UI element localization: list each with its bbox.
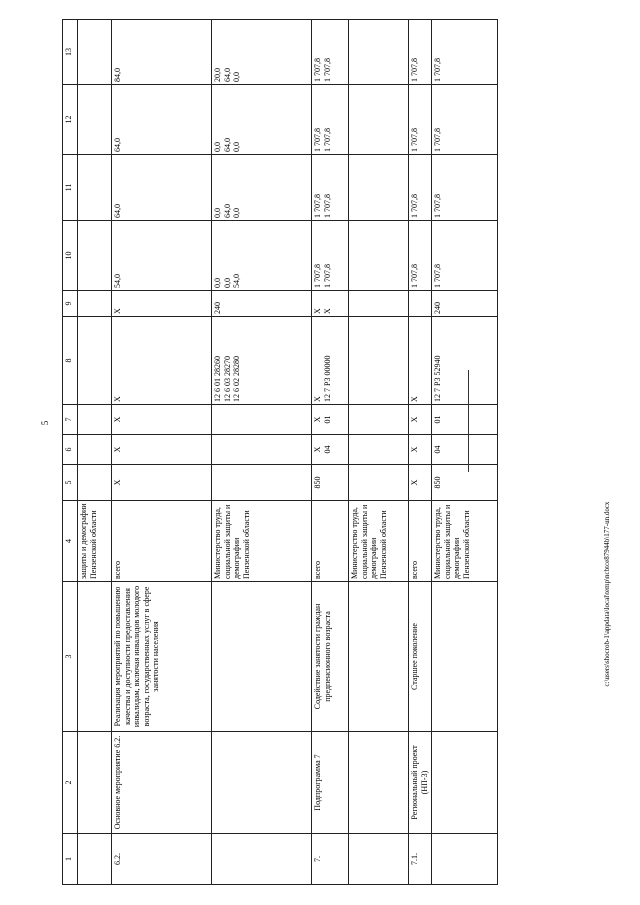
table-cell — [349, 582, 409, 732]
table-cell — [312, 465, 349, 501]
table-cell — [349, 834, 409, 885]
table-cell — [212, 465, 312, 501]
table-cell — [432, 732, 498, 834]
table-cell — [212, 405, 312, 435]
cell-value: Х Х — [313, 308, 332, 314]
table-cell — [349, 221, 409, 291]
table-cell — [78, 291, 112, 317]
table-cell — [212, 85, 312, 155]
table-cell — [212, 155, 312, 221]
table-cell — [432, 221, 498, 291]
table-cell — [349, 501, 409, 582]
table-cell — [349, 732, 409, 834]
table-cell — [432, 501, 498, 582]
cell-value: 7.1. — [410, 853, 419, 865]
column-header: 12 — [63, 85, 78, 155]
table-cell — [212, 20, 312, 85]
table-cell — [112, 405, 212, 435]
table-cell — [112, 834, 212, 885]
cell-value: 1 707,8 — [433, 264, 442, 288]
column-header: 7 — [63, 405, 78, 435]
table-cell — [312, 20, 349, 85]
table-cell — [409, 20, 432, 85]
table-cell — [432, 317, 498, 405]
table-cell — [349, 317, 409, 405]
cell-value: 7. — [313, 856, 322, 862]
table-cell — [409, 85, 432, 155]
table-cell — [409, 465, 432, 501]
table-cell — [409, 501, 432, 582]
cell-value: 01 — [433, 415, 442, 424]
column-header: 13 — [63, 20, 78, 85]
table-cell — [349, 465, 409, 501]
table-cell — [432, 85, 498, 155]
table-cell — [312, 435, 349, 465]
table-cell — [112, 501, 212, 582]
cell-value: Министерство труда, социальной защиты и демографии Пензенской области — [213, 504, 251, 579]
table-cell — [312, 317, 349, 405]
table-cell — [432, 20, 498, 85]
table-cell — [78, 405, 112, 435]
table-cell — [78, 20, 112, 85]
cell-value: 850 — [433, 476, 442, 489]
column-header-row — [63, 20, 78, 885]
cell-value: Региональный проект (НП-3) — [410, 745, 429, 820]
table-cell — [432, 435, 498, 465]
table-row — [409, 20, 432, 885]
table-cell — [349, 20, 409, 85]
cell-value: 04 — [433, 445, 442, 454]
page-number: 5 — [40, 420, 50, 426]
table-cell — [112, 465, 212, 501]
cell-value: Х 12 7 Р3 00000 — [313, 355, 332, 402]
table-cell — [212, 435, 312, 465]
table-cell — [409, 582, 432, 732]
table-cell — [409, 834, 432, 885]
table-cell — [349, 435, 409, 465]
cell-value: Х — [113, 446, 122, 453]
table-cell — [349, 405, 409, 435]
column-header: 10 — [63, 221, 78, 291]
column-header: 1 — [63, 834, 78, 885]
file-path-text: c:\users\shocrob-1\appdata\local\temp\ncbtce87944b\177-un.docx — [603, 501, 611, 687]
column-header: 9 — [63, 291, 78, 317]
table-cell — [112, 435, 212, 465]
table-cell — [312, 221, 349, 291]
table-cell — [78, 465, 112, 501]
table-cell — [312, 291, 349, 317]
table-cell — [432, 465, 498, 501]
column-header: 6 — [63, 435, 78, 465]
cell-value: 1 707,8 — [433, 58, 442, 82]
cell-value: 6.2. — [113, 853, 122, 865]
cell-value: всего — [313, 560, 322, 579]
table-row — [78, 20, 112, 885]
cell-value: Х — [410, 446, 419, 453]
cell-value: 1 707,8 — [433, 128, 442, 152]
cell-value: всего — [113, 560, 122, 579]
cell-value: Министерство труда, социальной защиты и демографии Пензенской области — [433, 504, 471, 579]
table-cell — [312, 582, 349, 732]
cell-value: 240 — [433, 302, 442, 314]
cell-value: Х — [410, 479, 419, 486]
cell-value: Х — [113, 308, 122, 314]
table-cell — [312, 405, 349, 435]
table-cell — [409, 291, 432, 317]
table-cell — [112, 85, 212, 155]
table-container — [62, 20, 471, 885]
table-cell — [409, 221, 432, 291]
table-row — [349, 20, 409, 885]
cell-value: 64,0 — [113, 138, 122, 152]
cell-value: Х 01 — [313, 415, 332, 424]
table-cell — [112, 20, 212, 85]
table-cell — [212, 317, 312, 405]
table-row — [112, 20, 212, 885]
cell-value: 0,0 0,0 54,0 — [213, 274, 242, 288]
table-cell — [112, 732, 212, 834]
cell-value: Реализация мероприятий по повышению качества и доступности предоставления инвалидам, включая инвалидов молодого возраста, государственных услуг в сфере занятости населения — [113, 585, 161, 728]
cell-value: Содействие занятости граждан предпенсионного возраста — [313, 603, 332, 710]
table-cell — [78, 155, 112, 221]
cell-value: 1 707,8 — [410, 128, 419, 152]
table-cell — [78, 732, 112, 834]
column-header: 2 — [63, 732, 78, 834]
table-cell — [78, 582, 112, 732]
table-cell — [312, 732, 349, 834]
cell-value: 0,0 64,0 0,0 — [213, 138, 242, 152]
cell-value: 1 707,8 — [410, 194, 419, 218]
table-cell — [78, 221, 112, 291]
cell-value: Х — [113, 416, 122, 423]
column-header: 11 — [63, 155, 78, 221]
cell-value: 0,0 64,0 0,0 — [213, 204, 242, 218]
table-cell — [112, 291, 212, 317]
cell-value: 64,0 — [113, 204, 122, 218]
column-header: 5 — [63, 465, 78, 501]
table-cell — [112, 582, 212, 732]
cell-value: всего — [410, 560, 419, 579]
table-cell — [409, 732, 432, 834]
table-cell — [409, 405, 432, 435]
table-row — [312, 20, 349, 885]
table-cell — [409, 155, 432, 221]
cell-value: Х — [113, 479, 122, 486]
cell-value: Основное мероприятие 6.2. — [113, 735, 122, 830]
cell-value: 1 707,8 1 707,8 — [313, 58, 332, 82]
cell-value: 20,0 64,0 0,0 — [213, 68, 242, 82]
table-cell — [349, 155, 409, 221]
cell-value: 1 707,8 — [433, 194, 442, 218]
cell-value: Х 04 — [313, 445, 332, 454]
cell-value: 1 707,8 — [410, 264, 419, 288]
table-cell — [409, 317, 432, 405]
cell-value: 1 707,8 — [410, 58, 419, 82]
table-cell — [78, 834, 112, 885]
table-cell — [78, 435, 112, 465]
table-cell — [212, 221, 312, 291]
table-cell — [312, 85, 349, 155]
table-cell — [212, 501, 312, 582]
table-cell — [312, 501, 349, 582]
cell-value: 1 707,8 1 707,8 — [313, 194, 332, 218]
table-cell — [312, 834, 349, 885]
table-cell — [349, 85, 409, 155]
table-cell — [212, 834, 312, 885]
cell-value: защиты и демографии Пензенской области — [79, 503, 98, 579]
table-cell — [212, 291, 312, 317]
cell-value: 1 707,8 1 707,8 — [313, 128, 332, 152]
table-cell — [432, 155, 498, 221]
table-cell — [432, 405, 498, 435]
table-cell — [432, 291, 498, 317]
cell-value: 850 — [313, 476, 322, 489]
cell-value: Х — [113, 396, 122, 402]
table-cell — [112, 221, 212, 291]
table-cell — [78, 501, 112, 582]
table-cell — [112, 155, 212, 221]
cell-value: Х — [410, 416, 419, 423]
table-cell — [78, 317, 112, 405]
cell-value: 1 707,8 1 707,8 — [313, 264, 332, 288]
cell-value: 84,0 — [113, 68, 122, 82]
table-row — [432, 20, 498, 885]
table-cell — [78, 85, 112, 155]
table-cell — [432, 834, 498, 885]
cell-value: Подпрограмма 7 — [313, 754, 322, 811]
table-cell — [212, 732, 312, 834]
cell-value: 12 6 01 28260 12 6 03 28270 12 6 02 28280 — [213, 356, 242, 402]
table-row — [212, 20, 312, 885]
table-cell — [432, 582, 498, 732]
cell-value: Х — [410, 396, 419, 402]
column-header: 8 — [63, 317, 78, 405]
separator-line — [468, 370, 469, 472]
cell-value: 240 — [213, 302, 222, 314]
table-rotation-frame — [62, 20, 471, 885]
cell-value: 12 7 Р3 52940 — [433, 355, 442, 402]
cell-value: Министерство труда, социальной защиты и демографии Пензенской области — [350, 504, 388, 579]
table-cell — [212, 582, 312, 732]
table-cell — [409, 435, 432, 465]
table-cell — [349, 291, 409, 317]
column-header: 4 — [63, 501, 78, 582]
table-cell — [112, 317, 212, 405]
column-header: 3 — [63, 582, 78, 732]
cell-value: Старшее поколение — [410, 623, 419, 690]
table-cell — [312, 155, 349, 221]
cell-value: 54,0 — [113, 274, 122, 288]
budget-table — [62, 19, 498, 885]
